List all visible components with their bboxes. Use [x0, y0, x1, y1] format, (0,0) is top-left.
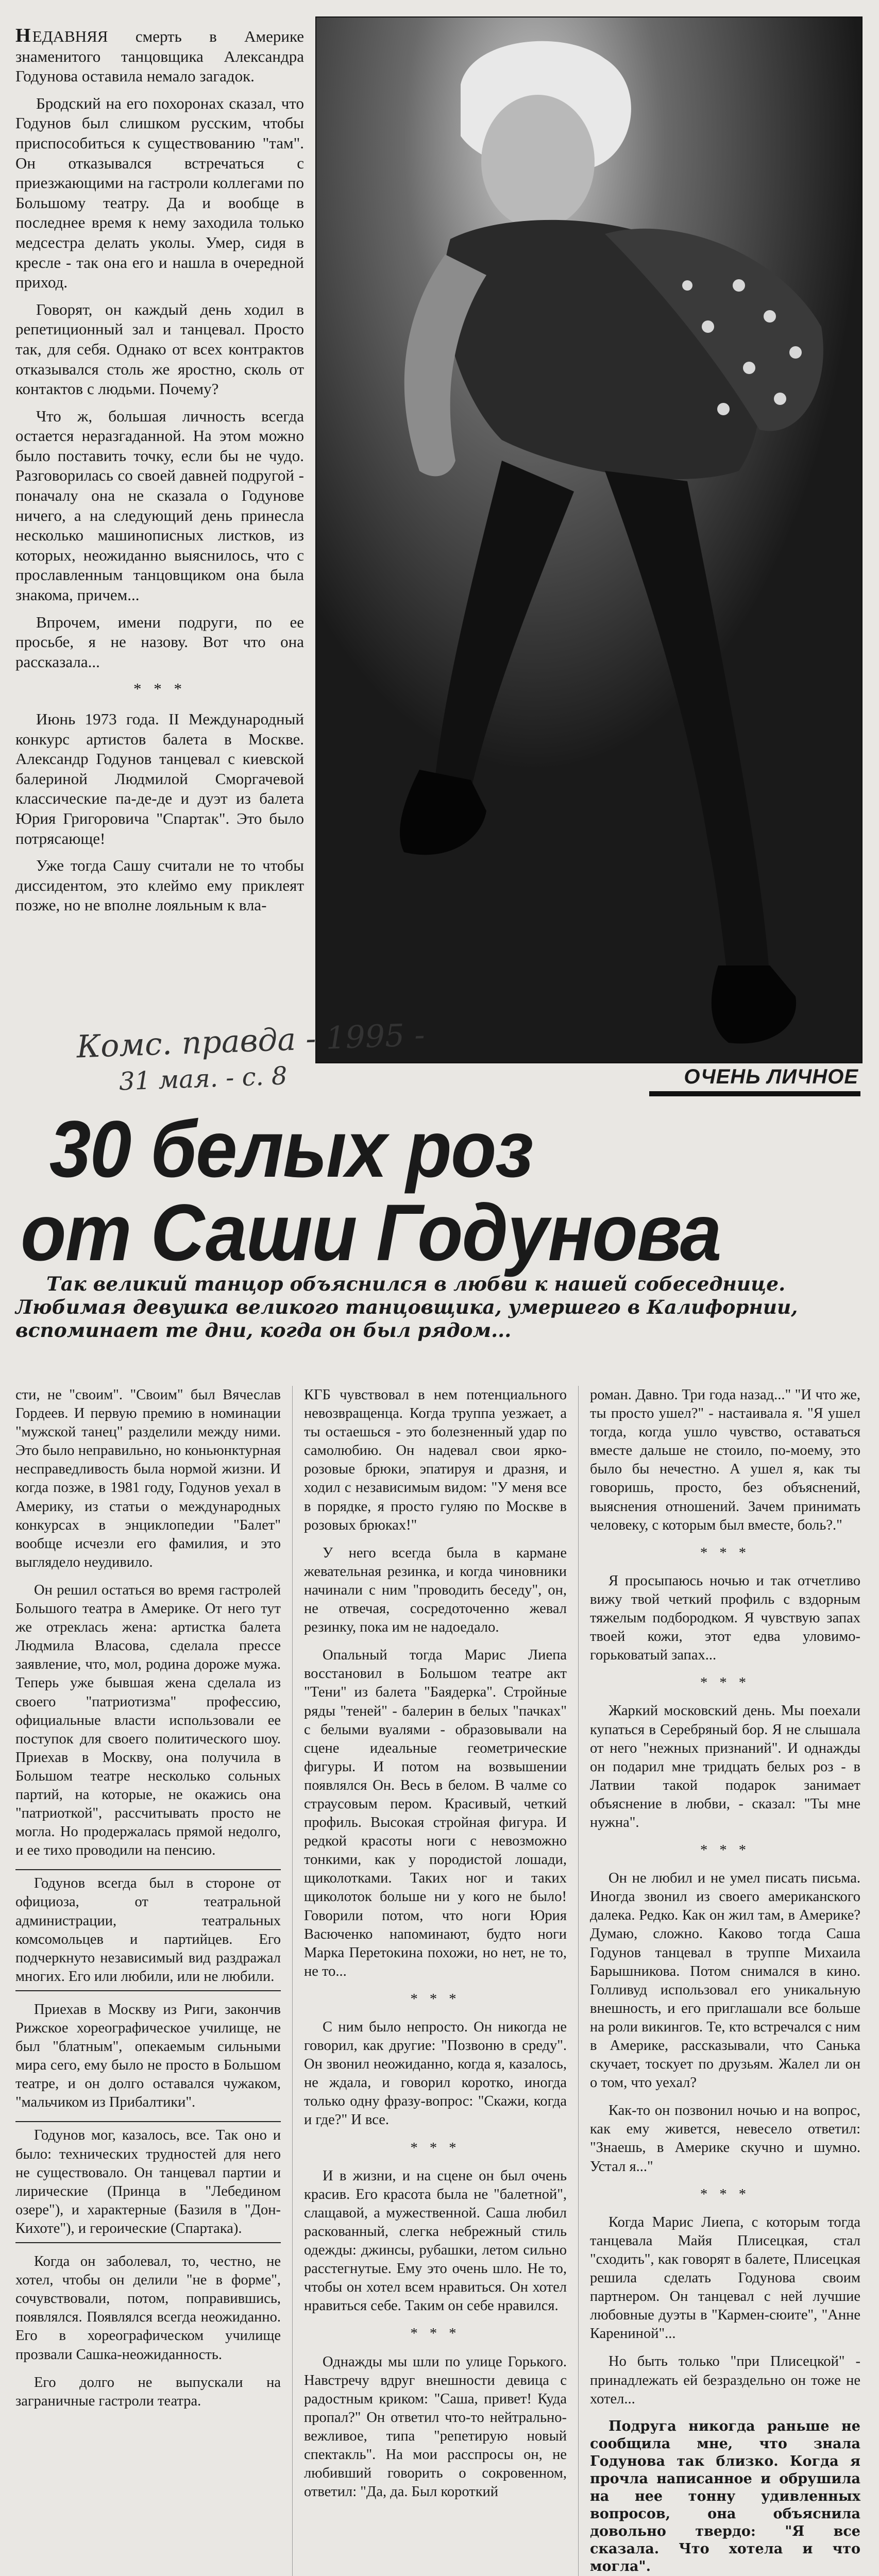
paragraph: Я просыпаюсь ночью и так отчетливо вижу твой четкий профиль с вздорным тяжелым подбородком. Я чувствую запах твоей кожи, этот едва уловимо-горьковатый запах... — [590, 1572, 860, 1664]
paragraph: Впрочем, имени подруги, по ее просьбе, я не назову. Вот что она рассказала... — [15, 613, 304, 671]
handwritten-note — [76, 1011, 594, 1112]
section-separator: * * * — [700, 2186, 750, 2202]
drop-cap: Н — [15, 25, 32, 46]
section-separator: * * * — [410, 1991, 461, 2007]
paragraph: Опальный тогда Марис Лиепа восстановил в Большом театре акт "Тени" из балета "Баядерка". Стройные ряды "теней" - балерин в белых "пачках" с белыми вуалями - образовывали на сцене идеальные геометрические фигуры. И потом на возвышении появлялся Он. Весь в белом. В чалме со страусовым пером. Красивый, четкий профиль. Высокая стройная фигура. И редкой красоты ноги с невозможно тонкими, как у породистой лошади, щиколотками. Таких ног и таких щиколоток больше ни у кого не было! Говорили потом, что ноги Юрия Васюченко напоминают, будто ноги Марка Перетокина похожи, но нет, не то, не то... — [304, 1647, 567, 1979]
paragraph: Его долго не выпускали на заграничные гастроли театра. — [15, 2374, 281, 2409]
headline-line1: 30 белых роз — [49, 1105, 533, 1194]
intro-column — [15, 26, 304, 923]
paragraph: Как-то он позвонил ночью и на вопрос, как ему живется, невесело ответил: "Знаешь, в Америке скучно и шумно. Устал я..." — [590, 2103, 860, 2175]
headline — [21, 1105, 806, 1278]
paragraph: Приехав в Москву из Риги, закончив Рижское хореографическое училище, не был "блатным", опекаемым сильными мира сего, ему было не просто в Большом театре, и он долго оставался чужаком, "мальчиком из Прибалтики". — [15, 2001, 281, 2111]
section-separator: * * * — [700, 1545, 750, 1561]
paragraph: У него всегда была в кармане жевательная резинка, и когда чиновники начинали с ним "проводить беседу", он, не отвечая, сосредоточенно жевал резинку, пока им не надоедало. — [304, 1545, 567, 1636]
body-column-2 — [304, 1386, 567, 2511]
handwritten-note-line2: 31 мая. - с. 8 — [119, 1061, 288, 1096]
section-separator: * * * — [700, 1842, 750, 1859]
paragraph: Уже тогда Сашу считали не то чтобы диссидентом, это клеймо ему приклеят позже, но не вполне лояльным к вла- — [15, 856, 304, 914]
paragraph: Что ж, большая личность всегда остается неразгаданной. На этом можно было поставить точку, если бы не чудо. Разговорилась со своей давней подругой - поначалу она не сказала о Годунове ничего, а на следующий день принесла несколько машинописных листков, из которых, неожиданно выяснилось, что с прославленным танцовщиком она была знакома, причем... — [15, 406, 304, 604]
section-separator: * * * — [410, 2140, 461, 2156]
paragraph: Он не любил и не умел писать письма. Иногда звонил из своего американского далека. Редко. Как он жил там, в Америке? Думаю, сложно. Каково тогда Саша Годунов танцевал в труппе Михаила Барышникова. Потом снимался в кино. Голливуд использовал его уникальную внешность, и его приглашали все больше на роли викингов. Те, кто встречался с ним в Америке, рассказывали, что Санька скучает, тоскует по друзьям. Жалел ли он о том, что уехал? — [590, 1870, 860, 2091]
handwritten-note-line1: Комс. правда - 1995 - — [76, 1016, 426, 1065]
paragraph-text: ЕДАВНЯЯ смерть в Америке знаменитого танцовщика Александра Годунова оставила немало загадок. — [15, 27, 304, 86]
dancer-photo — [315, 16, 863, 1063]
paragraph: Годунов всегда был в стороне от официоза, от театральной администрации, театральных комсомольцев и партийцев. Его подчеркнуто независимый вид раздражал многих. Его или любили, или не любили. — [15, 1869, 281, 1991]
lead-paragraph: Так великий танцор объяснился в любви к нашей собеседнице. Любимая девушка великого танцовщика, умершего в Калифорнии, вспоминает те дни, когда он был рядом... — [15, 1273, 798, 1342]
paragraph: Бродский на его похоронах сказал, что Годунов был слишком русским, чтобы приспособиться к существованию "там". Он отказывался встречаться с приезжающими на гастроли коллегами по Большому театру. Да и вообще в последнее время к нему заходила только медсестра делать уколы. Умер, сидя в кресле - так она его и нашла в очередной приход. — [15, 94, 304, 292]
paragraph: Годунов мог, казалось, все. Так оно и было: технических трудностей для него не существовало. Он танцевал партии и лирические (Принца в "Лебедином озере"), и характерные (Базиля в "Дон-Кихоте"), и героические (Спартака). — [15, 2121, 281, 2243]
section-separator: * * * — [410, 2326, 461, 2342]
headline-line2: от Саши Годунова — [21, 1188, 721, 1278]
paragraph: И в жизни, и на сцене он был очень красив. Его красота была не "балетной", слащавой, а мужественной. Саша любил раскованный, слегка небрежный стиль одежды: джинсы, рубашки, летом сильно расстегнутые. Ему это очень шло. Не то, чтобы он хотел всем нравиться. Он хотел нравиться себе. Таким он себе нравился. — [304, 2167, 567, 2314]
paragraph: Когда Марис Лиепа, с которым тогда танцевала Майя Плисецкая, стал "сходить", как говорят в балете, Плисецкая решила сделать Годунова своим партнером. Он танцевал с ней лучшие любовные дуэты в "Кармен-сюите", "Анне Карениной"... — [590, 2214, 860, 2342]
paragraph — [15, 26, 304, 87]
paragraph: Июнь 1973 года. II Международный конкурс артистов балета в Москве. Александр Годунов танцевал с киевской балериной Людмилой Смоpгачевой классические па-де-де и дуэт из балета Юрия Григоровича "Спартак". Это было потрясающе! — [15, 710, 304, 848]
section-separator: * * * — [700, 1675, 750, 1691]
paragraph: Когда он заболевал, то, честно, не хотел, чтобы он делили "не в форме", сочувствовали, потом, поправившись, появлялся. Появлялся всегда неожиданно. Его в хореографическом училище прозвали Сашка-неожиданность. — [15, 2253, 281, 2363]
rubric-label: ОЧЕНЬ ЛИЧНОЕ — [684, 1065, 858, 1088]
paragraph: Говорят, он каждый день ходил в репетиционный зал и танцевал. Просто так, для себя. Однако от всех контрактов отказывался столь же яростно, сколь от контактов с людьми. Почему? — [15, 300, 304, 398]
column-divider — [292, 1386, 293, 2576]
rubric-rule — [649, 1091, 860, 1096]
paragraph: Подруга никогда раньше не сообщила мне, что знала Годунова так близко. Когда я прочла написанное и обрушила на нее тонну удивленных вопросов, она объяснила довольно твердо: "Я все сказала. Что хотела и что могла". — [590, 2418, 860, 2574]
paragraph: Жаркий московский день. Мы поехали купаться в Серебряный бор. Я не слышала от него "нежных признаний". И однажды он подарил мне тридцать белых роз - в Латвии такой подарок занимает объяснение в любви, - сказал: "Ты мне нужна". — [590, 1703, 860, 1831]
paragraph: Он решил остаться во время гастролей Большого театра в Америке. От него тут же отреклась жена: артистка балета Людмила Власова, сделала прессе заявление, что, мол, родина дороже мужа. Теперь уже бывшая жена сделала из своего "патриотизма" профессию, официальные власти использовали ее поступок для своего политического шоу. Приехав в Москву, она получила в Большом театре несколько сольных партий, на которые, не окажись она "патриоткой", рассчитывать просто не могла. Но продержалась прямой недолго, и ее тихо проводили на пенсию. — [15, 1582, 281, 1859]
body-column-3 — [590, 1386, 860, 2576]
body-column-1 — [15, 1386, 281, 2420]
paragraph: Но быть только "при Плисецкой" - принадлежать ей безраздельно он тоже не хотел... — [590, 2353, 860, 2407]
paragraph: КГБ чувствовал в нем потенциального невозвращенца. Когда труппа уезжает, а ты остаешься - это болезненный удар по самолюбию. Он надевал свои ярко-розовые брюки, эпатируя и дразня, и ходил с независимым видом: "У меня все в порядке, я просто гуляю по Москве в розовых брюках!" — [304, 1387, 567, 1533]
paragraph: С ним было непросто. Он никогда не говорил, как другие: "Позвоню в среду". Он звонил неожиданно, когда я, казалось, не ждала, и говорил коротко, иногда только одну фразу-вопрос: "Скажи, когда и где?" И все. — [304, 2019, 567, 2128]
section-separator: * * * — [133, 680, 186, 698]
paragraph: Однажды мы шли по улице Горького. Навстречу вдруг внешности девица с радостным криком: "Саша, привет! Куда пропал?" Он ответил что-то нейтрально-вежливое, типа "репетирую новый спектакль". На мои расспросы он, не любивший говорить о сокровенном, ответил: "Да, да. Был короткий — [304, 2353, 567, 2500]
paragraph: роман. Давно. Три года назад..." "И что же, ты просто ушел?" - настаивала я. "Я ушел тогда, когда ушло чувство, оставаться вместе дальше не стоило, по-моему, это было бы нечестно. А ушел я, как ты говоришь, просто, без объяснений, выяснения отношений. Зачем принимать человеку, с которым был вместе, боль?." — [590, 1387, 860, 1533]
column-divider — [578, 1386, 579, 2576]
paragraph: сти, не "своим". "Своим" был Вячеслав Гордеев. И первую премию в номинации "мужской танец" разделили между ними. Это было неправильно, но коньюнктурная несправедливость была нормой жизни. И когда позже, в 1981 году, Годунов уехал в Америку, из статьи о международных конкурсах в энциклопедии "Балет" вообще исчезли его фамилия, и это выглядело неудивило. — [15, 1387, 281, 1570]
